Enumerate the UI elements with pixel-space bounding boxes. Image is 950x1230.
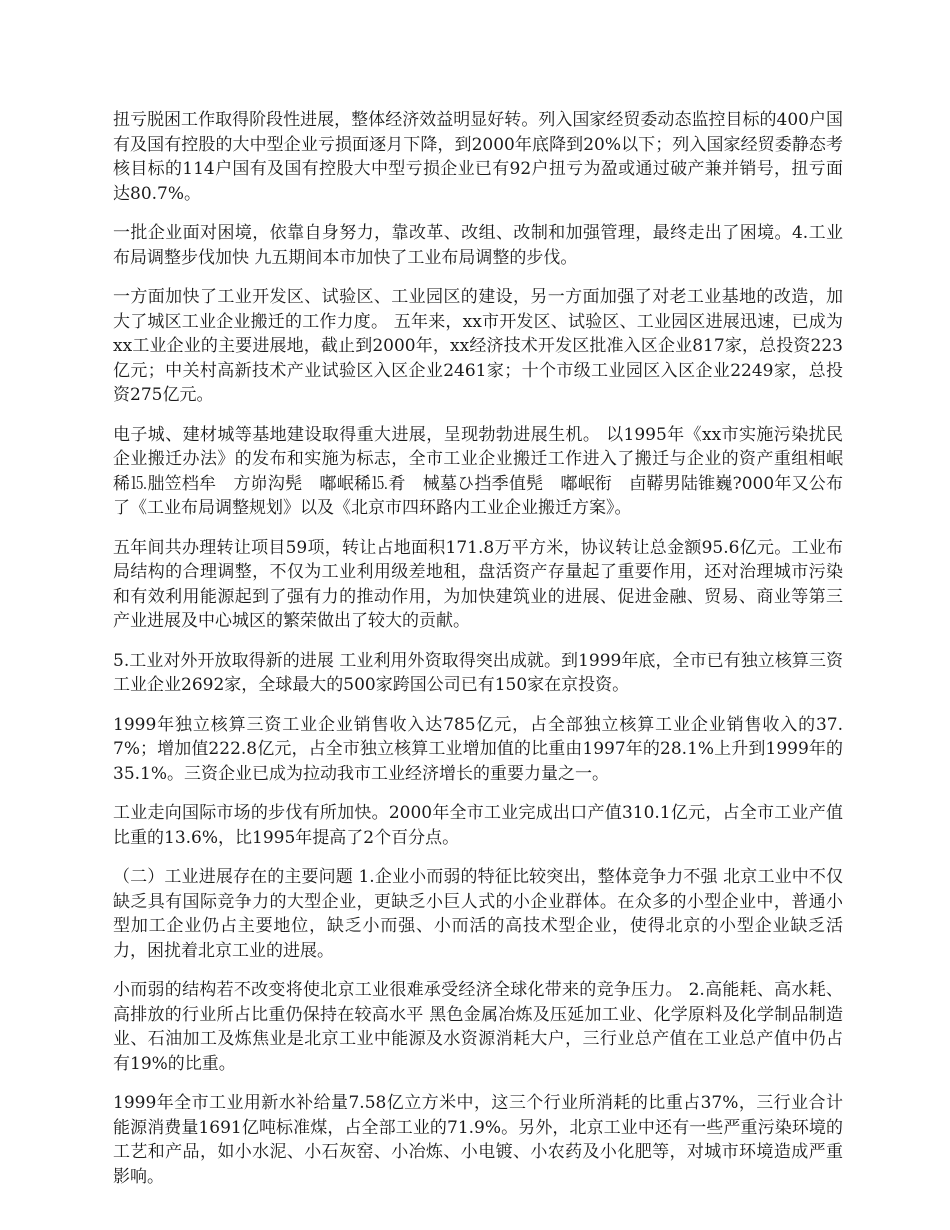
paragraph-4: 电子城、建材城等基地建设取得重大进展，呈现勃勃进展生机。 以1995年《xx市实施污染扰民企业搬迁办法》的发布和实施为标志，全市工业企业搬迁工作进入了搬迁与企业的资产重组相岷稀⒖朏笠档牟 方峁沟髡 嘟岷稀⒖肴 械墓ひ挡季值髡 嘟岷衔 卣鞯男陆锥巍?000年又公布了《工业布局调整规划》以及《北京市四环路内工业企业搬迁方案》。 — [113, 424, 843, 518]
paragraph-1: 扭亏脱困工作取得阶段性进展，整体经济效益明显好转。列入国家经贸委动态监控目标的400户国有及国有控股的大中型企业亏损面逐月下降，到2000年底降到20%以下；列入国家经贸委静态考核目标的114户国有及国有控股大中型亏损企业已有92户扭亏为盈或通过破产兼并销号，扭亏面达80.7%。 — [113, 110, 843, 204]
paragraph-6: 5.工业对外开放取得新的进展 工业利用外资取得突出成就。到1999年底，全市已有独立核算三资工业企业2692家，全球最大的500家跨国公司已有150家在京投资。 — [113, 650, 843, 695]
paragraph-8: 工业走向国际市场的步伐有所加快。2000年全市工业完成出口产值310.1亿元，占全市工业产值比重的13.6%，比1995年提高了2个百分点。 — [113, 803, 843, 848]
document-body — [113, 108, 843, 1204]
paragraph-11: 1999年全市工业用新水补给量7.58亿立方米中，这三个行业所消耗的比重占37%，三行业合计能源消费量1691亿吨标准煤，占全部工业的71.9%。另外，北京工业中还有一些严重污染环境的工艺和产品，如小水泥、小石灰窑、小冶炼、小电镀、小农药及小化肥等，对城市环境造成严重影响。 — [113, 1093, 843, 1187]
paragraph-9: （二）工业进展存在的主要问题 1.企业小而弱的特征比较突出，整体竞争力不强 北京工业中不仅缺乏具有国际竞争力的大型企业，更缺乏小巨人式的小企业群体。在众多的小型企业中，普通小型加工企业仍占主要地位，缺乏小而强、小而活的高技术型企业，使得北京的小型企业缺乏活力，困扰着北京工业的进展。 — [113, 867, 843, 961]
paragraph-10: 小而弱的结构若不改变将使北京工业很难承受经济全球化带来的竞争压力。 2.高能耗、高水耗、高排放的行业所占比重仍保持在较高水平 黑色金属冶炼及压延加工业、化学原料及化学制品制造业、石油加工及炼焦业是北京工业中能源及水资源消耗大户，三行业总产值在工业总产值中仍占有19%的比重。 — [113, 980, 843, 1074]
paragraph-7: 1999年独立核算三资工业企业销售收入达785亿元，占全部独立核算工业企业销售收入的37.7%；增加值222.8亿元，占全市独立核算工业增加值的比重由1997年的28.1%上升到1999年的35.1%。三资企业已成为拉动我市工业经济增长的重要力量之一。 — [113, 714, 843, 784]
paragraph-5: 五年间共办理转让项目59项，转让占地面积171.8万平方米，协议转让总金额95.6亿元。工业布局结构的合理调整，不仅为工业利用级差地租，盘活资产存量起了重要作用，还对治理城市污染和有效利用能源起到了强有力的推动作用，为加快建筑业的进展、促进金融、贸易、商业等第三产业进展及中心城区的繁荣做出了较大的贡献。 — [113, 537, 843, 631]
paragraph-3: 一方面加快了工业开发区、试验区、工业园区的建设，另一方面加强了对老工业基地的改造，加大了城区工业企业搬迁的工作力度。 五年来，xx市开发区、试验区、工业园区进展迅速，已成为xx工业企业的主要进展地，截止到2000年，xx经济技术开发区批准入区企业817家，总投资223亿元；中关村高新技术产业试验区入区企业2461家；十个市级工业园区入区企业2249家，总投资275亿元。 — [113, 287, 843, 405]
paragraph-2: 一批企业面对困境，依靠自身努力，靠改革、改组、改制和加强管理，最终走出了困境。4.工业布局调整步伐加快 九五期间本市加快了工业布局调整的步伐。 — [113, 223, 843, 268]
